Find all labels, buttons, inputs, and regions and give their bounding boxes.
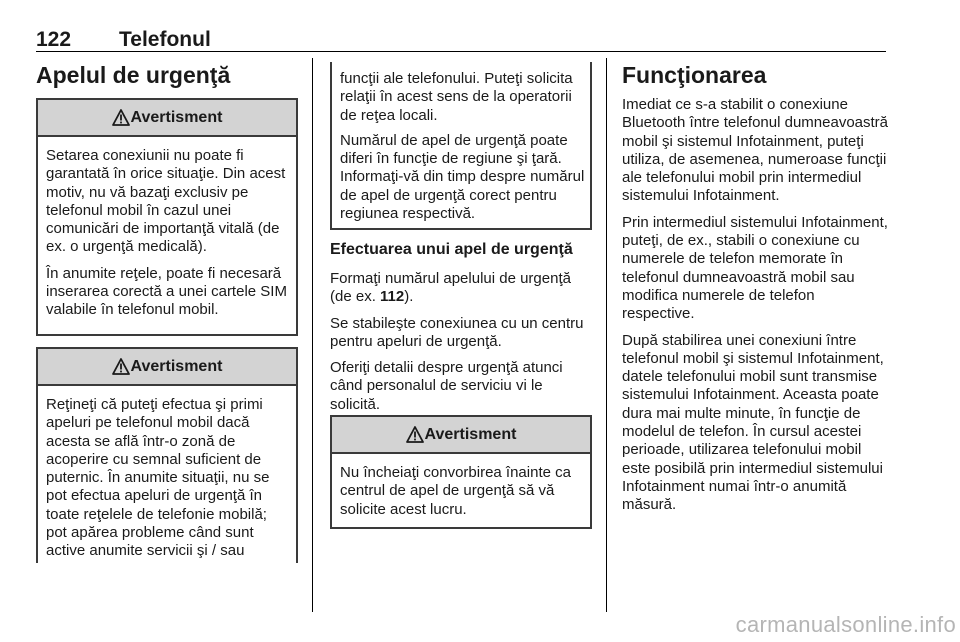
step-dial-number xyxy=(330,270,594,307)
page-header xyxy=(36,28,886,50)
step-text: Formaţi numărul apelului de urgenţă (de ex. xyxy=(330,270,571,306)
warning-header xyxy=(38,100,296,137)
column-divider-left xyxy=(312,58,313,612)
step-text: ). xyxy=(404,288,414,306)
body-paragraph: După stabilirea unei conexiuni între telefonul mobil şi sistemul Infotainment, datele telefonului mobil sunt transmise sistemului Infotainment. Aceasta poate dura mai multe minute, în funcţie de modelul de telefon. În cursul acestei perioade, utilizarea telefonului mobil este posibilă prin intermediul sistemului Infotainment numai într-o anumită măsură. xyxy=(622,331,884,514)
section-title-emergency-call: Apelul de urgenţă xyxy=(36,62,231,88)
warning-paragraph: Nu încheiaţi convorbirea înainte ca centrul de apel de urgenţă să vă solicite acest lucru. xyxy=(340,464,571,518)
emergency-steps xyxy=(330,270,594,422)
warning-triangle-icon xyxy=(112,109,130,127)
emergency-number: 112 xyxy=(380,288,405,306)
warning-paragraph: Setarea conexiunii nu poate fi garantată în orice situaţie. Din acest motiv, nu vă bazaţi exclusiv pe telefonul mobil în cazul unei comunicări de importanţă vitală (de ex. o urgenţă medicală). xyxy=(46,147,286,256)
warning-continued-body xyxy=(340,70,586,230)
operation-text xyxy=(622,96,890,523)
step-connection: Se stabileşte conexiunea cu un centru pentru apeluri de urgenţă. xyxy=(330,314,584,350)
watermark: carmanualsonline.info xyxy=(735,612,956,637)
step-provide-details: Oferiţi detalii despre urgenţă atunci când personalul de serviciu vi le solicită. xyxy=(330,359,563,413)
warning-heading-text: Avertisment xyxy=(130,357,223,375)
warning-box-2 xyxy=(36,347,298,563)
warning-heading-text: Avertisment xyxy=(424,425,517,443)
subheading-make-emergency-call: Efectuarea unui apel de urgenţă xyxy=(330,241,573,258)
warning-paragraph: În anumite reţele, poate fi necesară inserarea corectă a unei cartele SIM valabile în telefonul mobil. xyxy=(46,264,287,319)
chapter-title: Telefonul xyxy=(119,28,211,51)
header-divider xyxy=(36,51,886,52)
warning-body xyxy=(38,386,296,569)
warning-header xyxy=(38,349,296,386)
warning-paragraph: funcţii ale telefonului. Puteţi solicita relaţii în acest sens de la operatorii de reţea locali. xyxy=(340,70,573,124)
page-number: 122 xyxy=(36,28,72,51)
warning-triangle-icon xyxy=(112,358,130,376)
body-paragraph: Imediat ce s-a stabilit o conexiune Bluetooth între telefonul dumneavoastră mobil şi sistemul Infotainment, puteţi utiliza, de asemenea, numeroase funcţii ale telefonului mobil prin intermediul sistemului Infotainment. xyxy=(622,96,889,205)
warning-paragraph: Numărul de apel de urgenţă poate diferi în funcţie de regiune şi ţară. Informaţi-vă din timp despre numărul de apel de urgenţă corect pentru regiunea respectivă. xyxy=(340,131,585,223)
warning-box-continued xyxy=(330,62,592,230)
warning-body xyxy=(38,137,296,328)
warning-box-3 xyxy=(330,415,592,529)
warning-header xyxy=(332,417,590,454)
warning-box-1 xyxy=(36,98,298,336)
section-title-operation: Funcţionarea xyxy=(622,62,767,88)
body-paragraph: Prin intermediul sistemului Infotainment, puteţi, de ex., stabili o conexiune cu numerele de telefon memorate în telefonul dumneavoastră mobil sau modifica numerele de telefon respective. xyxy=(622,213,888,323)
warning-paragraph: Reţineţi că puteţi efectua şi primi apeluri pe telefonul mobil dacă acesta se află într-o zonă de acoperire cu semnal suficient de puternic. În anumite situaţii, nu se pot efectua apeluri de urgenţă în toate reţelele de telefonie mobilă; pot apărea probleme când sunt active anumite servicii şi / sau xyxy=(46,396,270,560)
warning-heading-text: Avertisment xyxy=(130,108,223,126)
warning-body xyxy=(332,454,590,527)
column-divider-right xyxy=(606,58,607,612)
warning-triangle-icon xyxy=(406,426,424,444)
